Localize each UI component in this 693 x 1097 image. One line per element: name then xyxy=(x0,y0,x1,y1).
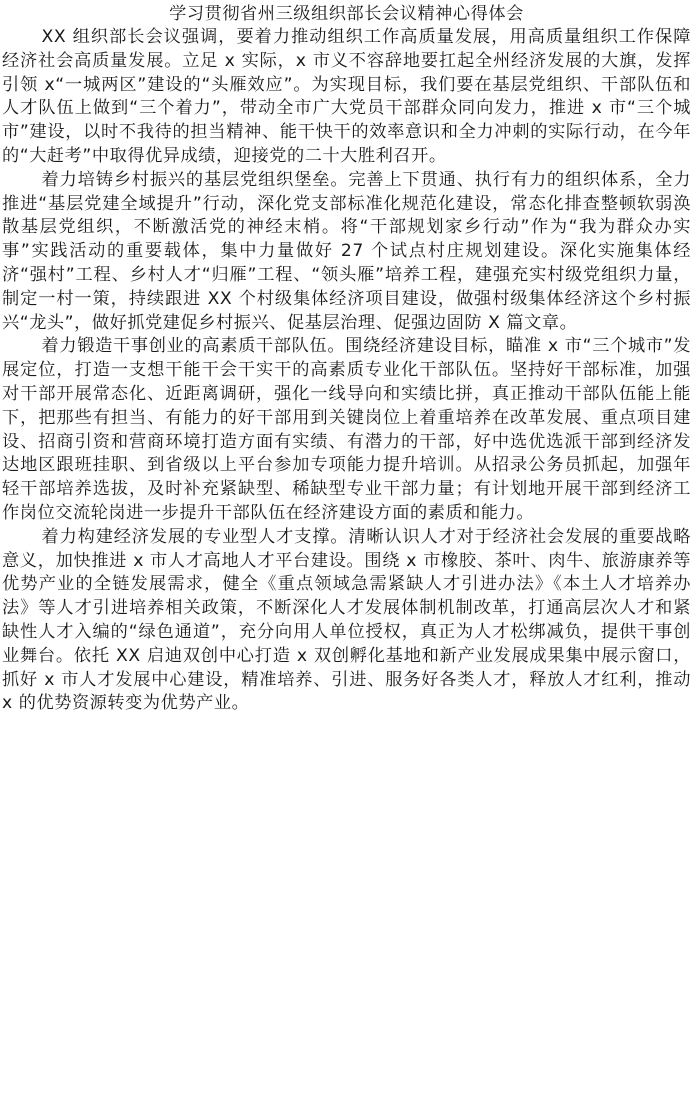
paragraph-cadre-team: 着力锻造干事创业的高素质干部队伍。围绕经济建设目标，瞄准 x 市“三个城市”发展定位，打造一支想干能干会干实干的高素质专业化干部队伍。坚持好干部标准，加强对干部开展常态化、近距离调研，强化一线导向和实绩比拼，真正推动干部队伍能上能下，把那些有担当、有能力的好干部用到关键岗位上着重培养在改革发展、重点项目建设、招商引资和营商环境打造方面有实绩、有潜力的干部，好中选优选派干部到经济发达地区跟班挂职、到省级以上平台参加专项能力提升培训。从招录公务员抓起，加强年轻干部培养选拔，及时补充紧缺型、稀缺型专业干部力量；有计划地开展干部到经济工作岗位交流轮岗进一步提升干部队伍在经济建设方面的素质和能力。 xyxy=(2,336,692,523)
paragraph-intro: XX 组织部长会议强调，要着力推动组织工作高质量发展，用高质量组织工作保障经济社会高质量发展。立足 x 实际，x 市义不容辞地要扛起全州经济发展的大旗，发挥引领 x“一城两区”建设的“头雁效应”。为实现目标，我们要在基层党组织、干部队伍和人才队伍上做到“三个着力”，带动全市广大党员干部群众同向发力，推进 x 市“三个城市”建设，以时不我待的担当精神、能干快干的效率意识和全力冲刺的实际行动，在今年的“大赶考”中取得优异成绩，迎接党的二十大胜利召开。 xyxy=(2,27,691,166)
paragraph-grassroots-party: 着力培铸乡村振兴的基层党组织堡垒。完善上下贯通、执行有力的组织体系，全力推进“基层党建全域提升”行动，深化党支部标准化规范化建设，常态化排查整顿软弱涣散基层党组织，不断激活党的神经末梢。将“干部规划家乡行动”作为“我为群众办实事”实践活动的重要载体，集中力量做好 27 个试点村庄规划建设。深化实施集体经济“强村”工程、乡村人才“归雁”工程、“领头雁”培养工程，建强充实村级党组织力量，制定一村一策，持续跟进 XX 个村级集体经济项目建设，做强村级集体经济这个乡村振兴“龙头”，做好抓党建促乡村振兴、促基层治理、促强边固防 X 篇文章。 xyxy=(2,169,691,333)
paragraph-talent-support: 着力构建经济发展的专业型人才支撑。清晰认识人才对于经济社会发展的重要战略意义，加快推进 x 市人才高地人才平台建设。围绕 x 市橡胶、茶叶、肉牛、旅游康养等优势产业的全链发展需求，健全《重点领域急需紧缺人才引进办法》《本土人才培养办法》等人才引进培养相关政策，不断深化人才发展体制机制改革，打通高层次人才和紧缺性人才入编的“绿色通道”，充分向用人单位授权，真正为人才松绑减负，提供干事创业舞台。依托 XX 启迪双创中心打造 x 双创孵化基地和新产业发展成果集中展示窗口，抓好 x 市人才发展中心建设，精准培养、引进、服务好各类人才，释放人才红利，推动 x 的优势资源转变为优势产业。 xyxy=(2,526,691,714)
document-title: 学习贯彻省州三级组织部长会议精神心得体会 xyxy=(169,4,524,24)
